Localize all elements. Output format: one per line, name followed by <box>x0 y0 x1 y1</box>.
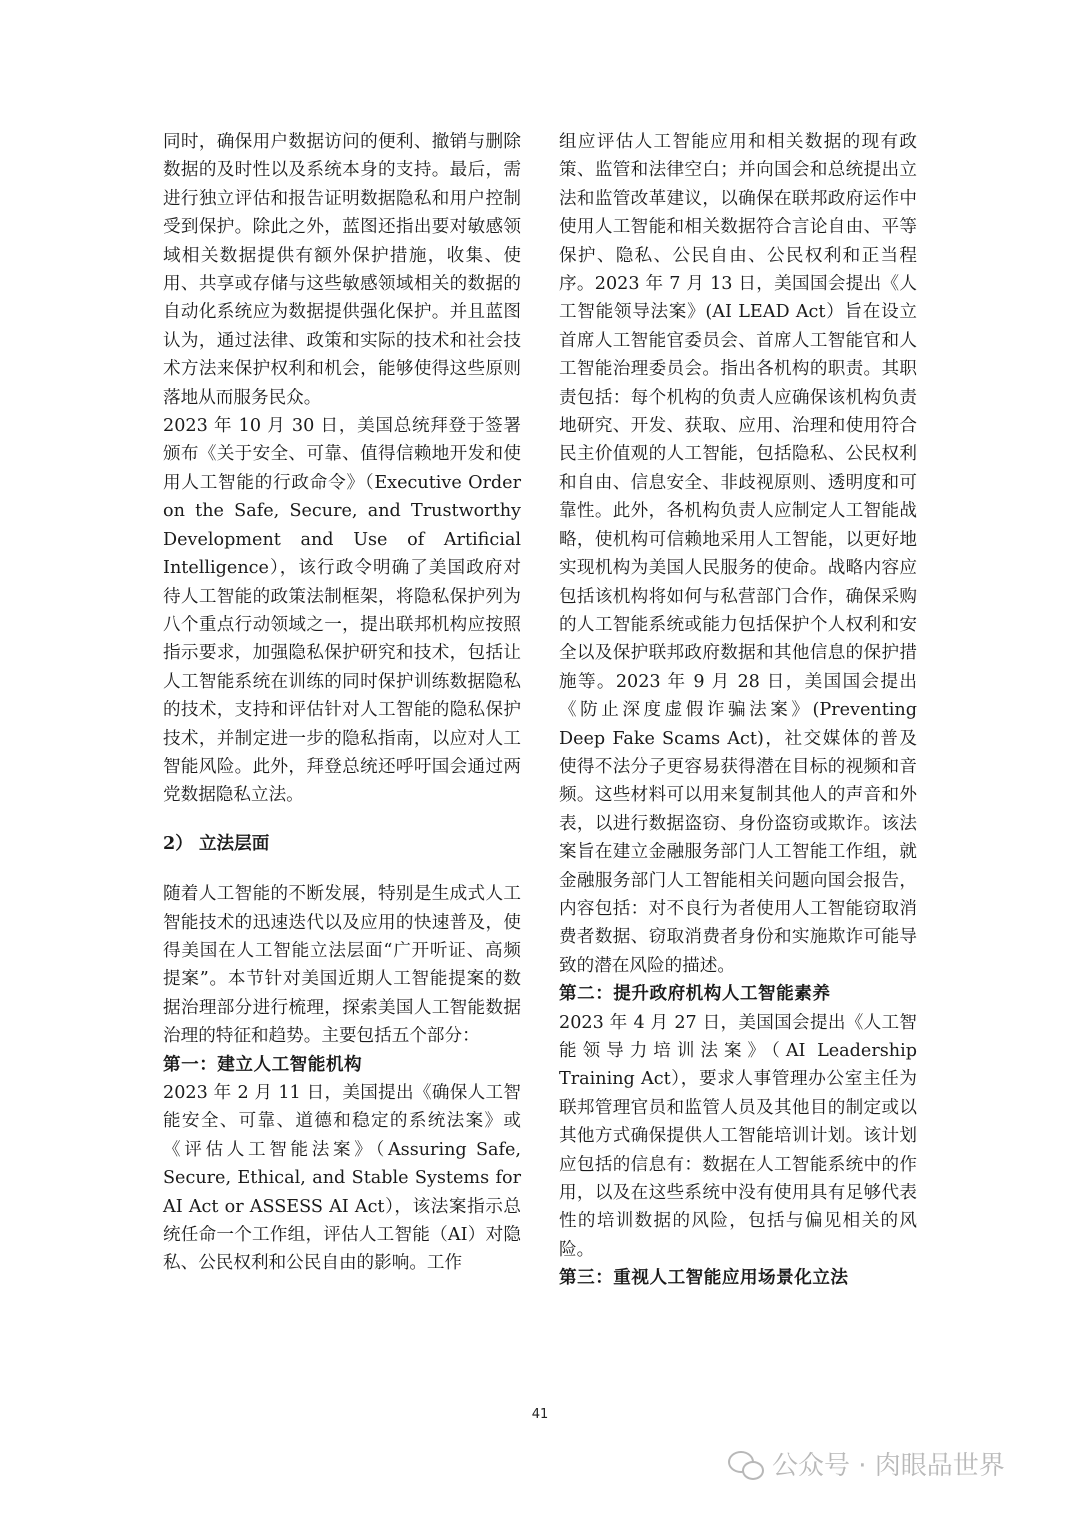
paragraph: 随着人工智能的不断发展，特别是生成式人工智能技术的迅速迭代以及应用的快速普及，使得美国在人工智能立法层面“广开听证、高频提案”。本节针对美国近期人工智能提案的数据治理部分进行梳理，探索美国人工智能数据治理的特征和趋势。主要包括五个部分： <box>163 884 521 1047</box>
watermark-text: 公众号 · 肉眼品世界 <box>772 1451 1005 1481</box>
paragraph: 同时，确保用户数据访问的便利、撤销与删除数据的及时性以及系统本身的支持。最后，需进行独立评估和报告证明数据隐私和用户控制受到保护。除此之外，蓝图还指出要对敏感领域相关数据提供有额外保护措施，收集、使用、共享或存储与这些敏感领域相关的数据的自动化系统应为数据提供强化保护。并且蓝图认为，通过法律、政策和实际的技术和社会技术方法来保护权利和机会，能够使得这些原则落地从而服务民众。 <box>163 132 521 408</box>
page-number: 41 <box>531 1407 549 1422</box>
paragraph: 组应评估人工智能应用和相关数据的现有政策、监管和法律空白；并向国会和总统提出立法和监管改革建议，以确保在联邦政府运作中使用人工智能和相关数据符合言论自由、平等保护、隐私、公民自由、公民权利和正当程序。2023 年 7 月 13 日，美国国会提出《人工智能领导法案》(AI LEAD Act）旨在设立首席人工智能官委员会、首席人工智能官和人工智能治理委员会。指出各机构的职责。其职责包括：每个机构的负责人应确保该机构负责地研究、开发、获取、应用、治理和使用符合民主价值观的人工智能，包括隐私、公民权利和自由、信息安全、非歧视原则、透明度和可靠性。此外，各机构负责人应制定人工智能战略，使机构可信赖地采用人工智能，以更好地实现机构为美国人民服务的使命。战略内容应包括该机构将如何与私营部门合作，确保采购的人工智能系统或能力包括保护个人权利和安全以及保护联邦政府数据和其他信息的保护措施等。2023 年 9 月 28 日，美国国会提出《防止深度虚假诈骗法案》(Preventing Deep Fake Scams Act)，社交媒体的普及使得不法分子更容易获得潜在目标的视频和音频。这些材料可以用来复制其他人的声音和外表，以进行数据盗窃、身份盗窃或欺诈。该法案旨在建立金融服务部门人工智能工作组，就金融服务部门人工智能相关问题向国会报告，内容包括：对不良行为者使用人工智能窃取消费者数据、窃取消费者身份和实施欺诈可能导致的潜在风险的描述。 <box>559 132 917 976</box>
paragraph: 2023 年 2 月 11 日，美国提出《确保人工智能安全、可靠、道德和稳定的系统法案》或《评估人工智能法案》（Assuring Safe, Secure, Ethical, and Stable Systems for AI Act or ASSESS AI Act），该法案指示总统任命一个工作组，评估人工智能（AI）对隐私、公民权利和公民自由的影响。工作 <box>163 1083 521 1274</box>
wechat-icon <box>728 1449 764 1479</box>
left-column <box>163 128 521 1278</box>
paragraph: 2023 年 10 月 30 日，美国总统拜登于签署颁布《关于安全、可靠、值得信赖地开发和使用人工智能的行政命令》（Executive Order on the Safe, Secure, and Trustworthy Development and Use of Artificial Intelligence），该行政令明确了美国政府对待人工智能的政策法制框架，将隐私保护列为八个重点行动领域之一，提出联邦机构应按照指示要求，加强隐私保护研究和技术，包括让人工智能系统在训练的同时保护训练数据隐私的技术，支持和评估针对人工智能的隐私保护技术，并制定进一步的隐私指南，以应对人工智能风险。此外，拜登总统还呼吁国会通过两党数据隐私立法。 <box>163 416 521 806</box>
subheading: 第三：重视人工智能应用场景化立法 <box>559 1268 849 1289</box>
right-column <box>559 128 917 1293</box>
section-heading: 2） 立法层面 <box>163 832 270 854</box>
subheading: 第一：建立人工智能机构 <box>163 1054 363 1075</box>
subheading: 第二：提升政府机构人工智能素养 <box>559 984 831 1005</box>
watermark <box>728 1445 1005 1482</box>
paragraph: 2023 年 4 月 27 日，美国国会提出《人工智能领导力培训法案》（AI Leadership Training Act），要求人事管理办公室主任为联邦管理官员和监管人员及其他目的制定或以其他方式确保提供人工智能培训计划。该计划应包括的信息有：数据在人工智能系统中的作用，以及在这些系统中没有使用具有足够代表性的培训数据的风险，包括与偏见相关的风险。 <box>559 1012 917 1260</box>
